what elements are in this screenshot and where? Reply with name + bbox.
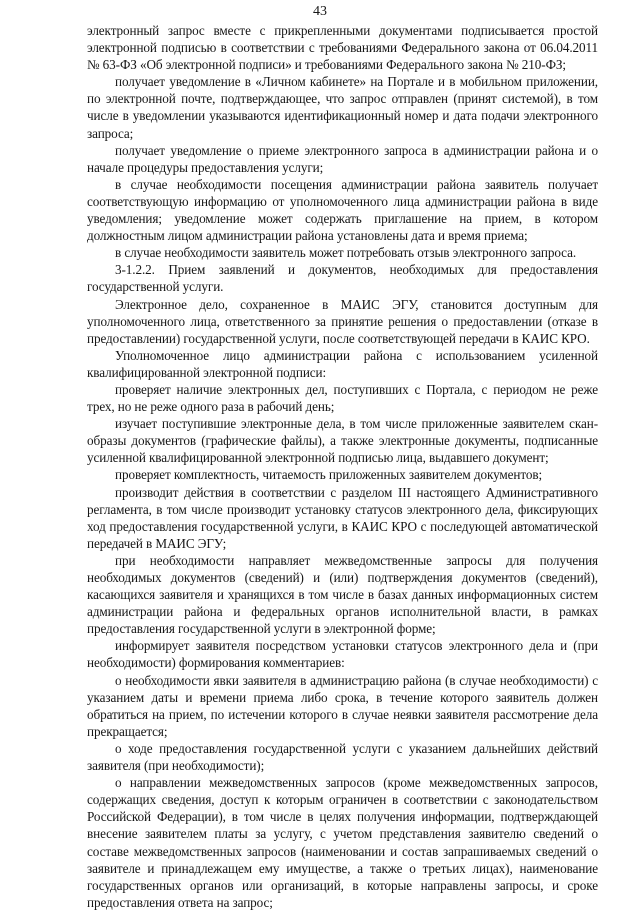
paragraph-2: получает уведомление в «Личном кабинете» на Портале и в мобильном приложении, по электронной почте, подтверждающее, что запрос отправлен (принят системой), в том числе в уведомлении указываются идентификационный номер и дата подачи электронного запроса; [87, 74, 598, 141]
paragraph-3: получает уведомление о приеме электронного запроса в администрации района и о начале процедуры предоставления услуги; [87, 142, 598, 175]
paragraph-4: в случае необходимости посещения администрации района заявитель получает соответствующую информацию от уполномоченного лица администрации района в виде уведомления; уведомление может содержать приглашение на прием, в котором должностным лицом администрации района установлены дата и время приема; [87, 176, 598, 244]
page-number: 43 [313, 4, 327, 19]
paragraph-5: в случае необходимости заявитель может потребовать отзыв электронного запроса. [115, 245, 577, 261]
paragraph-17: о направлении межведомственных запросов (кроме межведомственных запросов, содержащих сведения, доступ к которым ограничен в соответствии с законодательством Российской Федерации), в том числе в целях получения информации, подтверждающей внесение заявителем платы за услугу, с учетом представления заявителю сведений о составе межведомственных запросов (наименовании и состав запрашиваемых сведений о заявителе и принадлежащем ему имуществе, а также о третьих лицах), наименование государственных органов или организаций, в которые направлены запросы, и сроке предоставления ответа на запрос; [87, 775, 598, 910]
paragraph-13: при необходимости направляет межведомственные запросы для получения необходимых документов (сведений) и (или) подтверждения документов (сведений), касающихся заявителя и хранящихся в том числе в базах данных информационных систем администрации района и федеральных органов исполнительной власти, в рамках предоставления государственной услуги в электронной форме; [87, 552, 598, 637]
paragraph-1: электронный запрос вместе с прикрепленными документами подписывается простой электронной подписью в соответствии с требованиями Федерального закона от 06.04.2011 № 63-ФЗ «Об электронной подписи» и требованиями Федерального закона № 210-ФЗ; [87, 23, 598, 73]
document-body [87, 22, 598, 911]
paragraph-7: Электронное дело, сохраненное в МАИС ЭГУ, становится доступным для уполномоченного лица, ответственного за принятие решения о предоставлении (отказе в предоставлении) государственной услуги, после соответствующей передачи в КАИС КРО. [87, 296, 598, 346]
paragraph-14: информирует заявителя посредством установки статусов электронного дела и (при необходимости) формирования комментариев: [87, 638, 598, 671]
paragraph-16: о ходе предоставления государственной услуги с указанием дальнейших действий заявителя (при необходимости); [87, 740, 598, 774]
paragraph-11: проверяет комплектность, читаемость приложенных заявителем документов; [115, 467, 543, 483]
section-heading: 3-1.2.2. Прием заявлений и документов, необходимых для предоставления государственной услуги. [87, 262, 598, 295]
paragraph-12: производит действия в соответствии с разделом III настоящего Административного регламента, в том числе производит установку статусов электронного дела, фиксирующих ход предоставления государственной услуги, в КАИС КРО с последующей автоматической передачей в МАИС ЭГУ; [87, 484, 598, 551]
paragraph-10: изучает поступившие электронные дела, в том числе приложенные заявителем скан-образы документов (графические файлы), а также электронные документы, подписанные усиленной квалифицированной электронной подписью лица, выдавшего документ; [87, 416, 598, 466]
paragraph-8: Уполномоченное лицо администрации района с использованием усиленной квалифицированной электронной подписи: [87, 347, 598, 380]
paragraph-15: о необходимости явки заявителя в администрацию района (в случае необходимости) с указанием даты и времени приема либо срока, в течение которого заявитель должен обратиться на прием, по истечении которого в случае неявки заявителя рассмотрение дела прекращается; [87, 672, 598, 739]
paragraph-9: проверяет наличие электронных дел, поступивших с Портала, с периодом не реже трех, но не реже одного раза в рабочий день; [87, 381, 598, 415]
